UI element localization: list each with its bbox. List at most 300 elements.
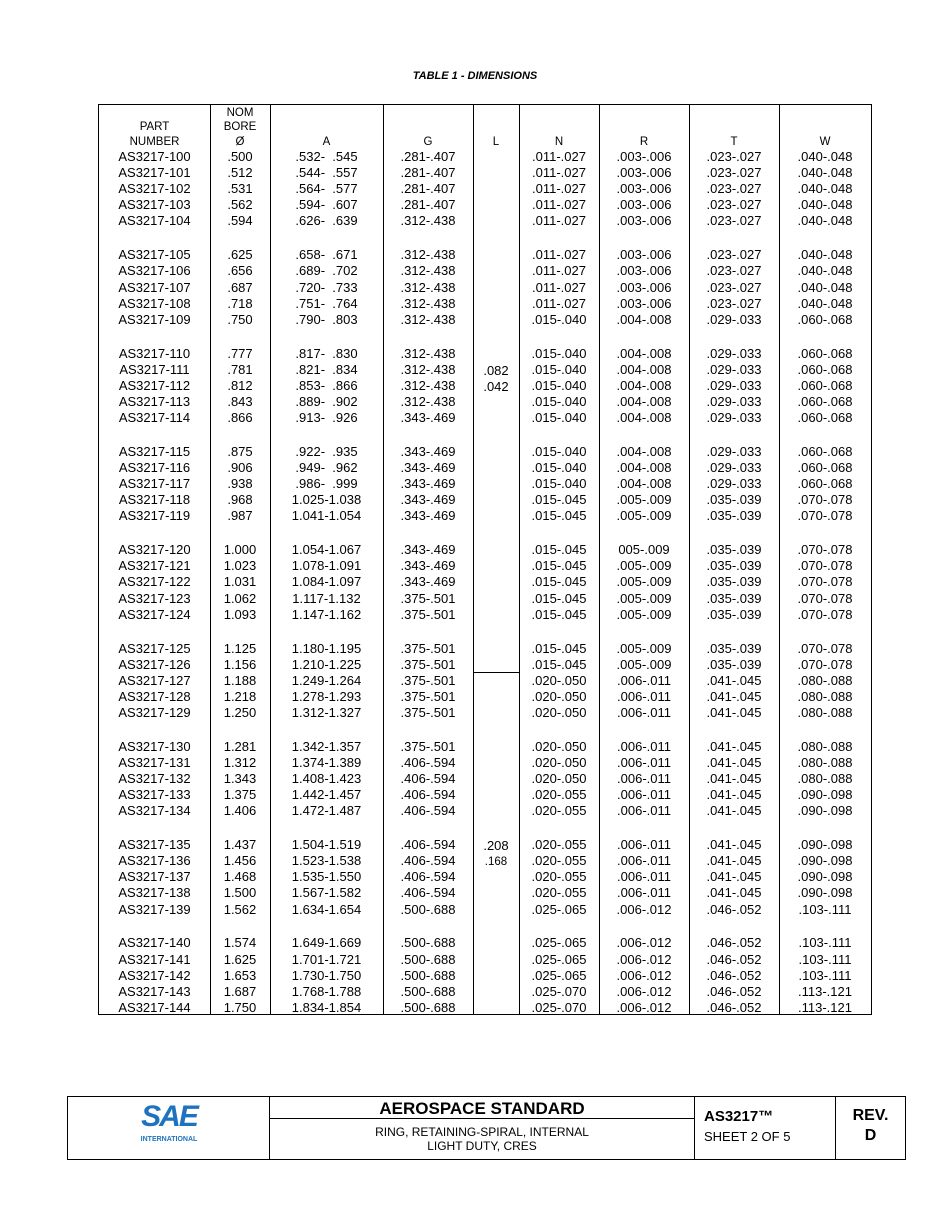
table-cell: .656: [227, 263, 253, 279]
table-cell: 1.041-1.054: [291, 508, 362, 524]
column-t: [689, 105, 779, 1014]
table-cell: .103-.111: [798, 951, 852, 967]
table-cell: .090-.098: [797, 885, 853, 901]
table-cell: 1.084-1.097: [291, 574, 362, 590]
table-cell: .406-.594: [400, 771, 456, 787]
table-cell: .004-.008: [616, 361, 672, 377]
table-cell: .312-.438: [400, 345, 456, 361]
table-cell: .023-.027: [706, 181, 762, 197]
table-cell: AS3217-107: [118, 279, 191, 295]
table-cell: AS3217-124: [118, 606, 191, 622]
table-cell: .035-.039: [706, 492, 762, 508]
table-cell: .500-.688: [400, 999, 456, 1015]
table-cell: .060-.068: [797, 361, 853, 377]
standard-title: AEROSPACE STANDARD: [379, 1099, 585, 1118]
table-cell: AS3217-126: [118, 656, 191, 672]
l-value: .168: [484, 856, 508, 868]
table-cell: .003-.006: [616, 213, 672, 229]
table-cell: .015-.045: [531, 558, 587, 574]
table-cell: .006-.011: [617, 704, 671, 720]
table-cell: .023-.027: [706, 197, 762, 213]
table-cell: AS3217-103: [118, 197, 191, 213]
table-cell: .006-.011: [617, 672, 671, 688]
table-cell: .015-.040: [531, 311, 587, 327]
table-cell: .020-.055: [531, 787, 587, 803]
table-cell: .006-.011: [617, 837, 671, 853]
table-cell: .343-.469: [400, 492, 456, 508]
table-cell: .015-.040: [531, 345, 587, 361]
table-cell: 1.000: [223, 542, 257, 558]
table-cell: .625: [227, 247, 253, 263]
table-cell: AS3217-130: [118, 738, 191, 754]
table-cell: .041-.045: [706, 704, 762, 720]
table-cell: .090-.098: [797, 787, 853, 803]
table-cell: 1.093: [223, 606, 257, 622]
table-cell: AS3217-118: [118, 492, 191, 508]
table-cell: .718: [227, 295, 253, 311]
table-cell: .103-.111: [798, 967, 852, 983]
revision-value: D: [864, 1127, 877, 1144]
table-cell: .023-.027: [706, 165, 762, 181]
table-cell: 1.562: [223, 901, 257, 917]
table-cell: .040-.048: [797, 165, 853, 181]
table-cell: .500: [227, 149, 253, 164]
table-cell: AS3217-108: [118, 295, 191, 311]
table-cell: .015-.040: [531, 393, 587, 409]
table-cell: .312-.438: [400, 311, 456, 327]
table-cell: .006-.012: [616, 901, 672, 917]
table-cell: .375-.501: [400, 656, 456, 672]
table-cell: .029-.033: [706, 443, 762, 459]
table-cell: AS3217-105: [118, 247, 191, 263]
table-cell: 1.147-1.162: [291, 606, 362, 622]
table-cell: .906: [227, 460, 253, 476]
table-cell: .020-.050: [531, 754, 587, 770]
table-cell: 1.750: [223, 999, 257, 1015]
table-cell: .041-.045: [706, 738, 762, 754]
table-cell: .011-.027: [532, 279, 586, 295]
table-cell: .080-.088: [797, 771, 853, 787]
table-cell: .041-.045: [706, 771, 762, 787]
table-cell: .090-.098: [797, 803, 853, 819]
table-cell: .060-.068: [797, 345, 853, 361]
table-cell: .046-.052: [706, 951, 762, 967]
table-cell: AS3217-110: [118, 345, 191, 361]
table-cell: .041-.045: [706, 853, 762, 869]
table-cell: .035-.039: [706, 558, 762, 574]
logo-wordmark: SAE: [141, 1100, 197, 1133]
table-cell: AS3217-134: [118, 803, 191, 819]
table-cell: .922- .935: [295, 443, 358, 459]
table-cell: .003-.006: [616, 295, 672, 311]
table-cell: .029-.033: [706, 311, 762, 327]
revision: [836, 1106, 905, 1146]
table-cell: .020-.055: [531, 885, 587, 901]
table-cell: .041-.045: [706, 837, 762, 853]
table-cell: .070-.078: [797, 558, 853, 574]
table-cell: AS3217-111: [119, 361, 190, 377]
table-cell: .003-.006: [616, 149, 672, 164]
table-cell: .689- .702: [295, 263, 358, 279]
table-cell: 1.375: [223, 787, 257, 803]
table-cell: 1.180-1.195: [291, 640, 362, 656]
table-cell: .035-.039: [706, 590, 762, 606]
l-value: .208: [483, 838, 509, 853]
table-cell: .004-.008: [616, 476, 672, 492]
table-cell: AS3217-140: [118, 935, 191, 951]
table-cell: 1.031: [223, 574, 257, 590]
table-cell: .011-.027: [532, 149, 586, 164]
table-cell: .003-.006: [616, 197, 672, 213]
table-cell: AS3217-121: [118, 558, 191, 574]
table-cell: .113-.121: [798, 983, 852, 999]
table-cell: .090-.098: [797, 869, 853, 885]
table-cell: .041-.045: [706, 787, 762, 803]
table-cell: .500-.688: [400, 901, 456, 917]
table-cell: 1.768-1.788: [291, 983, 362, 999]
table-cell: 1.574: [223, 935, 257, 951]
table-cell: .040-.048: [797, 279, 853, 295]
table-cell: .006-.011: [617, 885, 671, 901]
table-cell: .070-.078: [797, 656, 853, 672]
table-cell: AS3217-127: [118, 672, 191, 688]
table-cell: 1.218: [223, 688, 257, 704]
table-cell: .986- .999: [295, 476, 358, 492]
table-cell: 1.472-1.487: [291, 803, 362, 819]
table-cell: 1.634-1.654: [291, 901, 362, 917]
column-w: [779, 105, 871, 1014]
table-cell: .005-.009: [616, 590, 672, 606]
table-cell: .500-.688: [400, 983, 456, 999]
table-cell: .023-.027: [706, 263, 762, 279]
table-cell: AS3217-106: [118, 263, 191, 279]
table-cell: .090-.098: [797, 853, 853, 869]
table-cell: .817- .830: [295, 345, 358, 361]
table-cell: .046-.052: [706, 967, 762, 983]
table-cell: .070-.078: [797, 542, 853, 558]
table-cell: .003-.006: [616, 263, 672, 279]
table-cell: .035-.039: [706, 508, 762, 524]
table-cell: AS3217-131: [118, 754, 191, 770]
table-cell: .968: [227, 492, 253, 508]
l-group-divider: [473, 672, 519, 673]
table-cell: .015-.045: [531, 606, 587, 622]
sheet-number: SHEET 2 OF 5: [704, 1129, 791, 1144]
table-cell: .025-.065: [531, 901, 587, 917]
table-cell: AS3217-109: [118, 311, 191, 327]
table-cell: AS3217-133: [118, 787, 191, 803]
table-cell: .343-.469: [400, 476, 456, 492]
table-cell: 1.437: [223, 837, 257, 853]
table-cell: 1.342-1.357: [291, 738, 362, 754]
table-cell: 1.025-1.038: [291, 492, 362, 508]
table-cell: .750: [227, 311, 253, 327]
column-header: T: [730, 135, 738, 148]
table-cell: .312-.438: [400, 279, 456, 295]
dimensions-table: [98, 104, 872, 1015]
table-cell: .029-.033: [706, 345, 762, 361]
table-cell: .041-.045: [706, 803, 762, 819]
table-cell: .343-.469: [400, 574, 456, 590]
table-cell: .853- .866: [295, 377, 358, 393]
table-cell: .003-.006: [616, 165, 672, 181]
table-cell: 1.406: [223, 803, 257, 819]
table-cell: .040-.048: [797, 247, 853, 263]
table-cell: .777: [227, 345, 253, 361]
table-cell: .070-.078: [797, 492, 853, 508]
table-cell: .812: [227, 377, 253, 393]
table-cell: AS3217-138: [118, 885, 191, 901]
table-cell: AS3217-119: [118, 508, 191, 524]
table-cell: .004-.008: [616, 443, 672, 459]
table-cell: .023-.027: [706, 247, 762, 263]
table-cell: .004-.008: [616, 460, 672, 476]
table-cell: .406-.594: [400, 754, 456, 770]
table-cell: AS3217-143: [118, 983, 191, 999]
table-cell: AS3217-129: [118, 704, 191, 720]
table-cell: .041-.045: [706, 869, 762, 885]
table-cell: .821- .834: [295, 361, 358, 377]
table-cell: .015-.040: [531, 377, 587, 393]
document-number: AS3217™: [704, 1108, 774, 1125]
table-cell: .004-.008: [616, 393, 672, 409]
table-cell: 1.649-1.669: [291, 935, 362, 951]
table-cell: .029-.033: [706, 460, 762, 476]
column-r: [599, 105, 689, 1014]
table-cell: 1.523-1.538: [291, 853, 362, 869]
column-a: [270, 105, 383, 1014]
table-cell: 1.125: [223, 640, 257, 656]
column-part: [99, 105, 210, 1014]
table-cell: .020-.050: [531, 688, 587, 704]
table-cell: .020-.050: [531, 771, 587, 787]
table-cell: .035-.039: [706, 542, 762, 558]
table-cell: .023-.027: [706, 295, 762, 311]
table-cell: .343-.469: [400, 460, 456, 476]
table-cell: 1.062: [223, 590, 257, 606]
column-header: G: [423, 135, 433, 148]
table-cell: .312-.438: [400, 393, 456, 409]
table-cell: .312-.438: [400, 377, 456, 393]
table-cell: .343-.469: [400, 542, 456, 558]
table-cell: 1.156: [223, 656, 257, 672]
table-cell: .281-.407: [400, 165, 456, 181]
table-cell: .060-.068: [797, 311, 853, 327]
table-cell: .046-.052: [706, 983, 762, 999]
table-cell: .025-.070: [531, 999, 587, 1015]
table-cell: .006-.011: [617, 803, 671, 819]
table-cell: .006-.011: [617, 869, 671, 885]
table-cell: AS3217-144: [118, 999, 191, 1015]
column-header: NOM BORE Ø: [223, 106, 257, 148]
table-cell: .040-.048: [797, 213, 853, 229]
table-cell: .029-.033: [706, 377, 762, 393]
table-cell: .343-.469: [400, 508, 456, 524]
table-cell: .041-.045: [706, 754, 762, 770]
table-cell: .011-.027: [532, 295, 586, 311]
table-cell: .015-.040: [531, 410, 587, 426]
table-cell: .011-.027: [532, 197, 586, 213]
table-cell: .029-.033: [706, 476, 762, 492]
table-cell: 1.567-1.582: [291, 885, 362, 901]
table-cell: .035-.039: [706, 574, 762, 590]
table-cell: .025-.070: [531, 983, 587, 999]
table-cell: .720- .733: [295, 279, 358, 295]
table-cell: .029-.033: [706, 393, 762, 409]
table-cell: .594- .607: [295, 197, 358, 213]
table-cell: 1.249-1.264: [291, 672, 362, 688]
table-cell: .004-.008: [616, 311, 672, 327]
table-cell: .029-.033: [706, 410, 762, 426]
table-cell: .938: [227, 476, 253, 492]
table-cell: 1.374-1.389: [291, 754, 362, 770]
table-cell: 1.117-1.132: [292, 590, 361, 606]
table-cell: .406-.594: [400, 787, 456, 803]
table-cell: .020-.050: [531, 672, 587, 688]
divider: [694, 1097, 695, 1159]
table-cell: .023-.027: [706, 149, 762, 164]
column-header: N: [554, 135, 564, 148]
table-cell: 1.312: [223, 754, 257, 770]
table-cell: .011-.027: [532, 165, 586, 181]
table-cell: .070-.078: [797, 640, 853, 656]
table-cell: .090-.098: [797, 837, 853, 853]
logo-subtext: INTERNATIONAL: [140, 1136, 198, 1143]
table-cell: .843: [227, 393, 253, 409]
table-cell: .406-.594: [400, 885, 456, 901]
table-cell: .281-.407: [400, 149, 456, 164]
table-cell: .040-.048: [797, 197, 853, 213]
table-cell: .531: [227, 181, 253, 197]
table-cell: AS3217-116: [118, 460, 191, 476]
table-cell: .375-.501: [400, 704, 456, 720]
table-cell: .011-.027: [532, 247, 586, 263]
table-cell: 1.210-1.225: [291, 656, 362, 672]
table-cell: 1.281: [223, 738, 257, 754]
table-cell: .790- .803: [295, 311, 358, 327]
column-n: [519, 105, 599, 1014]
table-cell: .113-.121: [798, 999, 852, 1015]
table-cell: .006-.011: [617, 853, 671, 869]
table-cell: .005-.009: [616, 574, 672, 590]
table-cell: .006-.011: [617, 754, 671, 770]
table-cell: .015-.045: [531, 492, 587, 508]
table-cell: .005-.009: [616, 508, 672, 524]
table-cell: .070-.078: [797, 508, 853, 524]
table-cell: .040-.048: [797, 263, 853, 279]
table-cell: 1.054-1.067: [291, 542, 362, 558]
table-cell: .080-.088: [797, 672, 853, 688]
table-cell: .500-.688: [400, 967, 456, 983]
table-cell: .080-.088: [797, 738, 853, 754]
table-cell: .500-.688: [400, 951, 456, 967]
table-cell: .987: [227, 508, 253, 524]
table-cell: AS3217-142: [118, 967, 191, 983]
table-cell: .751- .764: [295, 295, 358, 311]
table-cell: .025-.065: [531, 967, 587, 983]
table-cell: .060-.068: [797, 460, 853, 476]
table-cell: .312-.438: [400, 247, 456, 263]
table-cell: .103-.111: [798, 901, 852, 917]
table-cell: .025-.065: [531, 935, 587, 951]
table-cell: 005-.009: [618, 542, 670, 558]
table-cell: AS3217-100: [118, 149, 191, 164]
description-line: RING, RETAINING-SPIRAL, INTERNAL: [375, 1125, 589, 1139]
table-cell: .060-.068: [797, 410, 853, 426]
table-cell: .004-.008: [616, 345, 672, 361]
table-cell: .035-.039: [706, 640, 762, 656]
table-cell: .343-.469: [400, 558, 456, 574]
table-cell: .041-.045: [706, 885, 762, 901]
table-cell: .004-.008: [616, 410, 672, 426]
l-value: .042: [483, 379, 509, 394]
table-cell: .375-.501: [400, 688, 456, 704]
table-cell: 1.408-1.423: [291, 771, 362, 787]
table-cell: .015-.045: [531, 574, 587, 590]
table-cell: .060-.068: [797, 393, 853, 409]
table-cell: .070-.078: [797, 606, 853, 622]
table-cell: .103-.111: [798, 935, 852, 951]
table-cell: .025-.065: [531, 951, 587, 967]
table-cell: AS3217-141: [118, 951, 191, 967]
part-description: [270, 1125, 694, 1153]
table-cell: 1.456: [223, 853, 257, 869]
table-cell: .023-.027: [706, 213, 762, 229]
column-header: PART NUMBER: [129, 121, 180, 148]
table-cell: .070-.078: [797, 590, 853, 606]
table-cell: 1.023: [223, 558, 257, 574]
table-cell: .041-.045: [706, 688, 762, 704]
table-cell: .015-.040: [531, 361, 587, 377]
table-cell: .020-.050: [531, 738, 587, 754]
table-cell: AS3217-125: [118, 640, 191, 656]
table-cell: 1.701-1.721: [291, 951, 362, 967]
table-cell: 1.730-1.750: [291, 967, 362, 983]
table-cell: .005-.009: [616, 606, 672, 622]
table-cell: .375-.501: [400, 672, 456, 688]
table-cell: .406-.594: [400, 869, 456, 885]
table-cell: .003-.006: [616, 181, 672, 197]
description-line: LIGHT DUTY, CRES: [427, 1139, 537, 1153]
table-cell: .015-.045: [531, 640, 587, 656]
table-cell: AS3217-135: [118, 837, 191, 853]
table-cell: .005-.009: [616, 656, 672, 672]
table-cell: .015-.045: [531, 542, 587, 558]
table-cell: .020-.055: [531, 803, 587, 819]
table-cell: AS3217-128: [118, 688, 191, 704]
table-cell: 1.250: [223, 704, 257, 720]
table-cell: .375-.501: [400, 590, 456, 606]
table-cell: .312-.438: [400, 361, 456, 377]
table-cell: .011-.027: [532, 263, 586, 279]
table-cell: .046-.052: [706, 999, 762, 1015]
table-cell: .015-.040: [531, 476, 587, 492]
table-cell: .281-.407: [400, 197, 456, 213]
table-cell: .006-.012: [616, 935, 672, 951]
table-cell: .060-.068: [797, 377, 853, 393]
table-cell: .006-.011: [617, 738, 671, 754]
table-cell: .512: [227, 165, 253, 181]
column-header: A: [322, 135, 331, 148]
l-value: .082: [483, 363, 509, 378]
table-cell: .875: [227, 443, 253, 459]
table-cell: .080-.088: [797, 754, 853, 770]
table-cell: .006-.012: [616, 951, 672, 967]
table-cell: .029-.033: [706, 361, 762, 377]
table-cell: .913- .926: [295, 410, 358, 426]
table-cell: 1.188: [223, 672, 257, 688]
table-cell: .035-.039: [706, 656, 762, 672]
